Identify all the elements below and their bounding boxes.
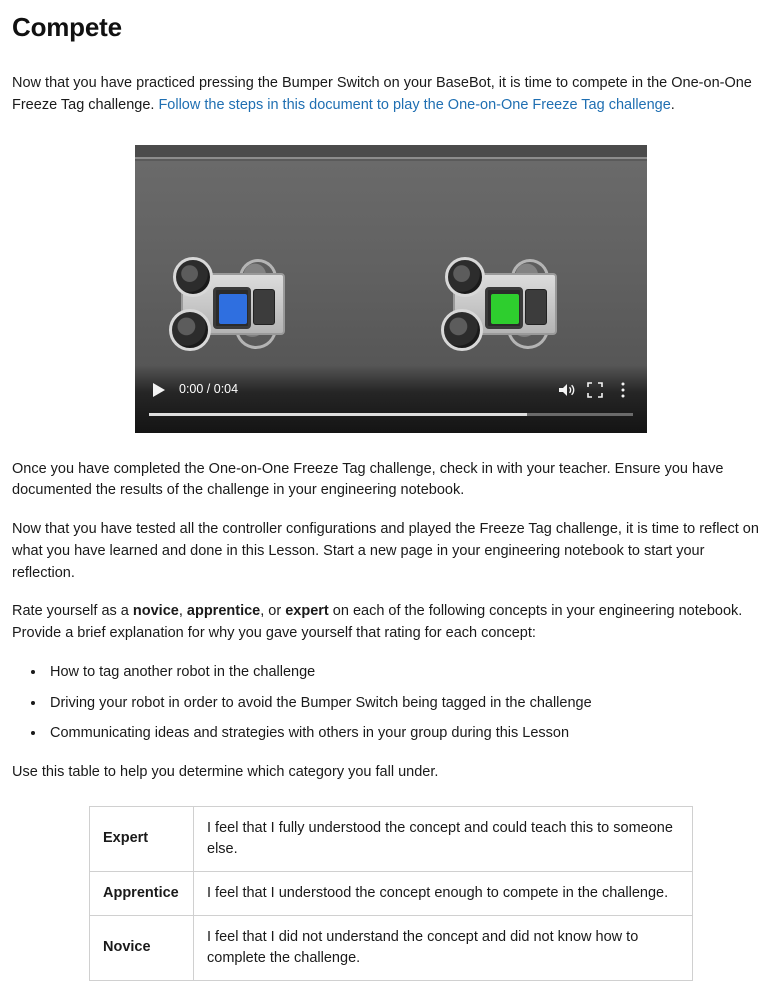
robot-brain xyxy=(213,287,251,329)
list-item: • Driving your robot in order to avoid the Bumper Switch being tagged in the challenge xyxy=(46,693,770,715)
video-container xyxy=(12,145,770,433)
wheel-front-left-icon xyxy=(173,257,213,297)
more-options-icon[interactable] xyxy=(609,376,637,404)
video-progress-bar[interactable] xyxy=(149,413,633,416)
rating-level-cell: Novice xyxy=(90,915,194,980)
robot-brain xyxy=(485,287,523,329)
rate-suffix: on each of the following concepts in your engineering notebook. Provide a brief explanation for why you gave yourself that rating for each concept: xyxy=(12,603,743,641)
paragraph-rate-yourself xyxy=(12,601,770,645)
rating-description-cell: I feel that I did not understand the concept and did not know how to complete the challenge. xyxy=(194,915,693,980)
intro-text-after-link: . xyxy=(670,96,675,113)
rate-sep-2: , or xyxy=(260,603,286,620)
rating-table xyxy=(89,806,693,981)
video-player[interactable] xyxy=(135,145,647,433)
rating-description-cell: I feel that I fully understood the concept and could teach this to someone else. xyxy=(194,806,693,871)
rating-description-cell: I feel that I understood the concept enough to compete in the challenge. xyxy=(194,871,693,915)
paragraph-reflection: Now that you have tested all the controller configurations and played the Freeze Tag challenge, it is time to reflect on what you have learned and done in this Lesson. Start a new page in your engineering notebook to start your reflection. xyxy=(12,521,759,581)
rating-level-cell: Expert xyxy=(90,806,194,871)
table-row xyxy=(90,915,693,980)
table-row xyxy=(90,806,693,871)
concepts-list xyxy=(12,662,770,745)
brain-screen xyxy=(491,294,519,324)
fullscreen-icon[interactable] xyxy=(581,376,609,404)
rating-table-container xyxy=(12,806,770,981)
wheel-front-right-icon xyxy=(441,309,483,351)
video-time-display: 0:00 / 0:04 xyxy=(179,382,239,397)
intro-paragraph xyxy=(12,73,770,117)
list-item: • Communicating ideas and strategies with others in your group during this Lesson xyxy=(46,723,770,745)
paragraph-after-video: Once you have completed the One-on-One Freeze Tag challenge, check in with your teacher. Ensure you have documented the results of the challenge in your engineering notebook. xyxy=(12,460,724,499)
intro-text-before-link: Now that you have practiced pressing the Bumper Switch on your BaseBot, it is time to compete in the One-on-One Freeze Tag challenge. xyxy=(12,75,752,113)
freeze-tag-document-link[interactable]: Follow the steps in this document to play the One-on-One Freeze Tag challenge xyxy=(158,96,671,113)
list-item: • How to tag another robot in the challenge xyxy=(46,662,770,684)
play-icon[interactable] xyxy=(145,376,173,404)
robot-green xyxy=(435,253,575,373)
rate-level-apprentice: apprentice xyxy=(186,603,261,620)
video-backdrop-top xyxy=(135,145,647,159)
robot-battery xyxy=(253,289,275,325)
page-title: Compete xyxy=(12,12,122,42)
video-controls-row xyxy=(135,375,647,405)
robot-battery xyxy=(525,289,547,325)
table-row xyxy=(90,871,693,915)
table-intro-paragraph: Use this table to help you determine which category you fall under. xyxy=(12,764,439,780)
volume-icon[interactable] xyxy=(553,376,581,404)
rate-prefix: Rate yourself as a xyxy=(12,603,133,620)
document-page xyxy=(0,8,782,981)
rating-level-cell: Apprentice xyxy=(90,871,194,915)
rate-level-expert: expert xyxy=(285,603,329,620)
brain-screen xyxy=(219,294,247,324)
wheel-front-right-icon xyxy=(169,309,211,351)
rate-level-novice: novice xyxy=(132,603,179,620)
rate-sep-1: , xyxy=(178,603,187,620)
wheel-front-left-icon xyxy=(445,257,485,297)
video-controls xyxy=(135,365,647,433)
video-progress-buffered xyxy=(149,413,527,416)
robot-blue xyxy=(163,253,303,373)
